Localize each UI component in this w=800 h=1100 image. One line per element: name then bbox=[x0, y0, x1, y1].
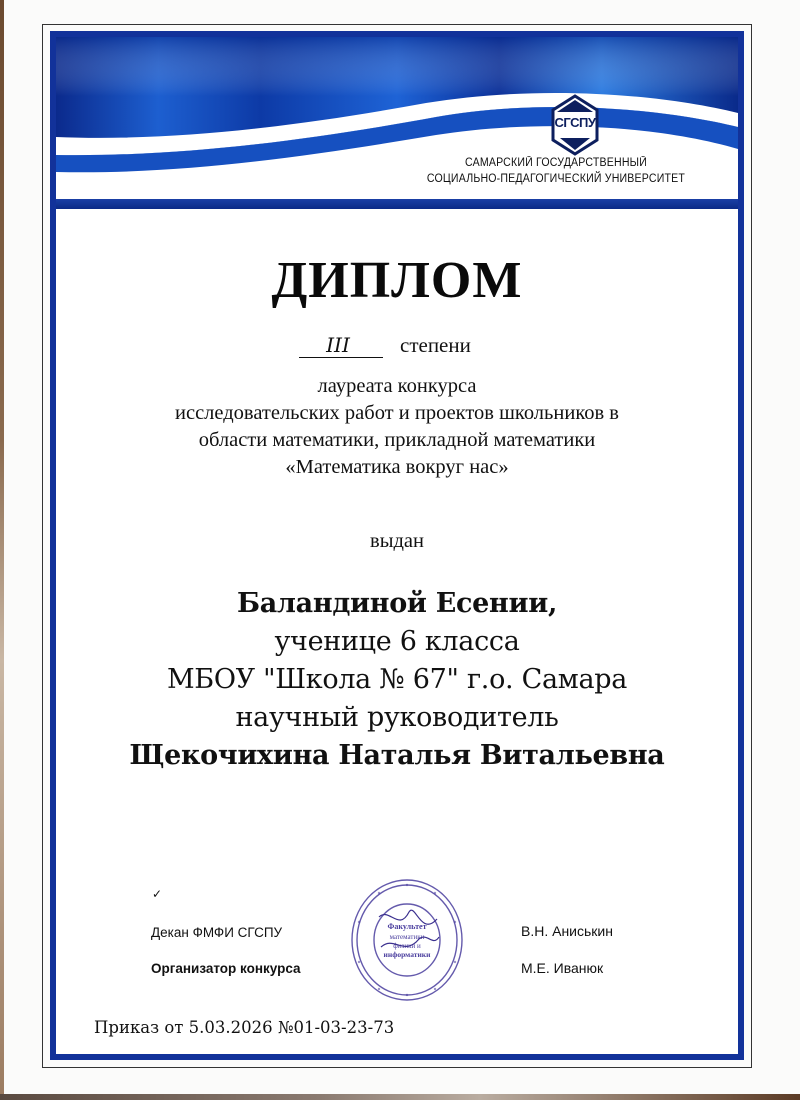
supervisor-name: Щекочихина Наталья Витальевна bbox=[129, 740, 665, 771]
official-stamp bbox=[349, 877, 465, 1003]
recipient-grade: ученице 6 класса bbox=[274, 626, 520, 657]
signatory-name: М.Е. Иванюк bbox=[521, 960, 604, 976]
contest-name: «Математика вокруг нас» bbox=[285, 456, 509, 478]
stamp-line: математики bbox=[389, 933, 425, 941]
recipient-block bbox=[56, 585, 738, 775]
degree-row bbox=[299, 333, 471, 363]
stamp-line: Факультет bbox=[387, 922, 427, 931]
recipient-school: МБОУ "Школа № 67" г.о. Самара bbox=[166, 664, 628, 695]
degree-value: III bbox=[299, 333, 383, 358]
issued-label: выдан bbox=[370, 530, 424, 552]
photo-edge-left bbox=[0, 0, 4, 1100]
stamp-line: информатики bbox=[383, 950, 431, 959]
degree-label: степени bbox=[400, 333, 471, 357]
university-name-line2: СОЦИАЛЬНО-ПЕДАГОГИЧЕСКИЙ УНИВЕРСИТЕТ bbox=[426, 173, 686, 185]
description-line: области математики, прикладной математики bbox=[198, 429, 596, 451]
university-logo bbox=[550, 94, 600, 156]
diploma-title: ДИПЛОМ bbox=[271, 252, 523, 309]
university-name-line1: САМАРСКИЙ ГОСУДАРСТВЕННЫЙ bbox=[464, 157, 647, 169]
description-line: лауреата конкурса bbox=[317, 375, 477, 397]
supervisor-label: научный руководитель bbox=[235, 702, 559, 733]
diploma-frame bbox=[50, 31, 744, 1060]
signature-area bbox=[56, 877, 738, 1007]
description-line: исследовательских работ и проектов школьников в bbox=[175, 402, 619, 424]
order-reference: Приказ от 5.03.2026 №01-03-23-73 bbox=[94, 1018, 395, 1037]
logo-text: СГСПУ bbox=[554, 115, 596, 130]
contest-description bbox=[56, 373, 738, 481]
recipient-name: Баландиной Есении, bbox=[236, 588, 558, 619]
signatory-position: Организатор конкурса bbox=[151, 961, 301, 976]
stamp-line: физики и bbox=[393, 942, 421, 950]
tick-mark-icon: ✓ bbox=[152, 887, 163, 901]
header-divider bbox=[56, 199, 738, 209]
photo-edge-bottom bbox=[0, 1094, 800, 1100]
signatory-position: Декан ФМФИ СГСПУ bbox=[151, 925, 283, 940]
university-name bbox=[409, 155, 703, 187]
signatory-name: В.Н. Аниськин bbox=[521, 923, 613, 939]
